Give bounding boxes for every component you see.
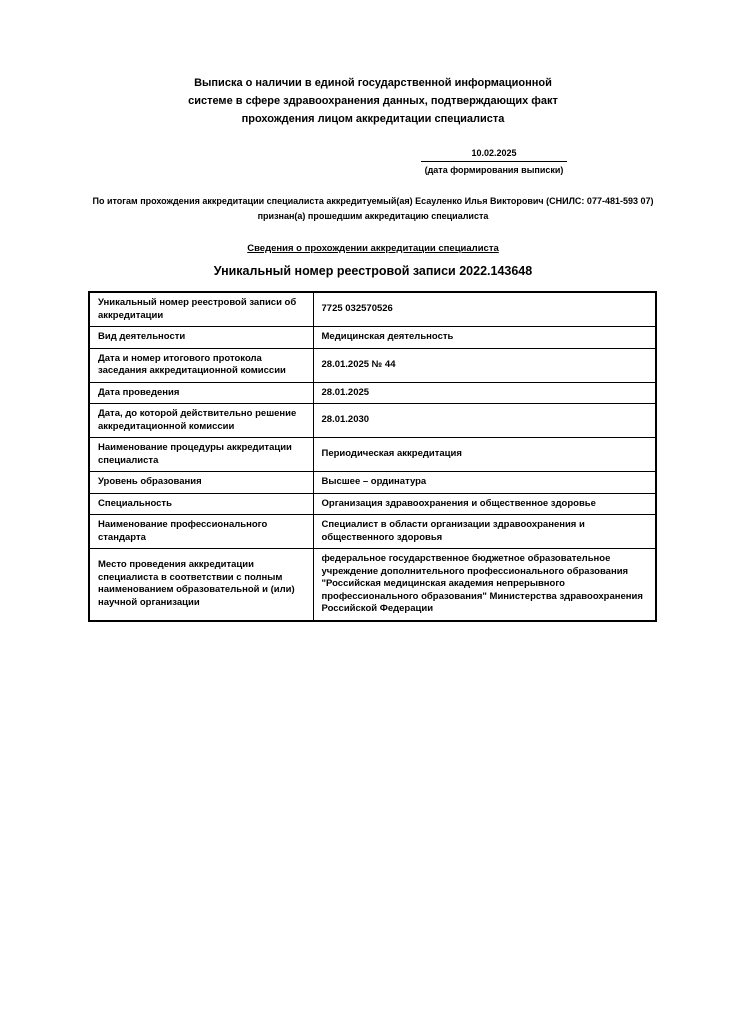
table-row: [89, 438, 656, 472]
table-row: [89, 404, 656, 438]
document-title: [113, 0, 633, 128]
row-value-cell: Медицинская деятельность: [313, 327, 656, 349]
section-heading: Сведения о прохождении аккредитации специалиста: [247, 243, 499, 254]
extract-date: 10.02.2025: [421, 147, 567, 162]
table-row: [89, 348, 656, 382]
row-label-cell: Уровень образования: [89, 472, 313, 494]
table-row: [89, 472, 656, 494]
row-label-cell: Место проведения аккредитации специалиста в соответствии с полным наименованием образовательной и (или) научной организации: [89, 549, 313, 621]
row-value-cell: Организация здравоохранения и общественное здоровье: [313, 493, 656, 515]
row-label-cell: Уникальный номер реестровой записи об аккредитации: [89, 292, 313, 327]
row-label-cell: Вид деятельности: [89, 327, 313, 349]
row-label-cell: Наименование профессионального стандарта: [89, 515, 313, 549]
row-value-cell: Специалист в области организации здравоохранения и общественного здоровья: [313, 515, 656, 549]
row-label-cell: Дата, до которой действительно решение аккредитационной комиссии: [89, 404, 313, 438]
document-title-line: прохождения лицом аккредитации специалиста: [241, 113, 505, 125]
row-value-cell: 28.01.2025: [313, 382, 656, 404]
extract-date-caption: (дата формирования выписки): [424, 165, 564, 175]
extract-date-block: [421, 147, 567, 176]
row-label-cell: Специальность: [89, 493, 313, 515]
document-title-line: Выписка о наличии в единой государственной информационной: [194, 77, 552, 89]
row-value-cell: 28.01.2030: [313, 404, 656, 438]
table-row: [89, 292, 656, 327]
row-label-cell: Дата и номер итогового протокола заседания аккредитационной комиссии: [89, 348, 313, 382]
row-value-cell: Высшее – ординатура: [313, 472, 656, 494]
row-value-cell: федеральное государственное бюджетное образовательное учреждение дополнительного профессионального образования "Российская медицинская академия непрерывного профессионального образования" Министерства здравоохранения Российской Федерации: [313, 549, 656, 621]
row-value-cell: 28.01.2025 № 44: [313, 348, 656, 382]
table-row: [89, 493, 656, 515]
table-row: [89, 327, 656, 349]
row-label-cell: Наименование процедуры аккредитации специалиста: [89, 438, 313, 472]
accreditation-details-table: [88, 291, 657, 622]
accreditation-summary: По итогам прохождения аккредитации специалиста аккредитуемый(ая) Есауленко Илья Викторович (СНИЛС: 077-481-593 07) признан(а) прошедшим аккредитацию специалиста: [92, 196, 654, 221]
document-title-line: системе в сфере здравоохранения данных, подтверждающих факт: [188, 95, 558, 107]
registry-number-heading: Уникальный номер реестровой записи 2022.143648: [213, 264, 533, 278]
row-value-cell: Периодическая аккредитация: [313, 438, 656, 472]
table-row: [89, 515, 656, 549]
row-value-cell: 7725 032570526: [313, 292, 656, 327]
row-label-cell: Дата проведения: [89, 382, 313, 404]
table-row: [89, 549, 656, 621]
table-row: [89, 382, 656, 404]
